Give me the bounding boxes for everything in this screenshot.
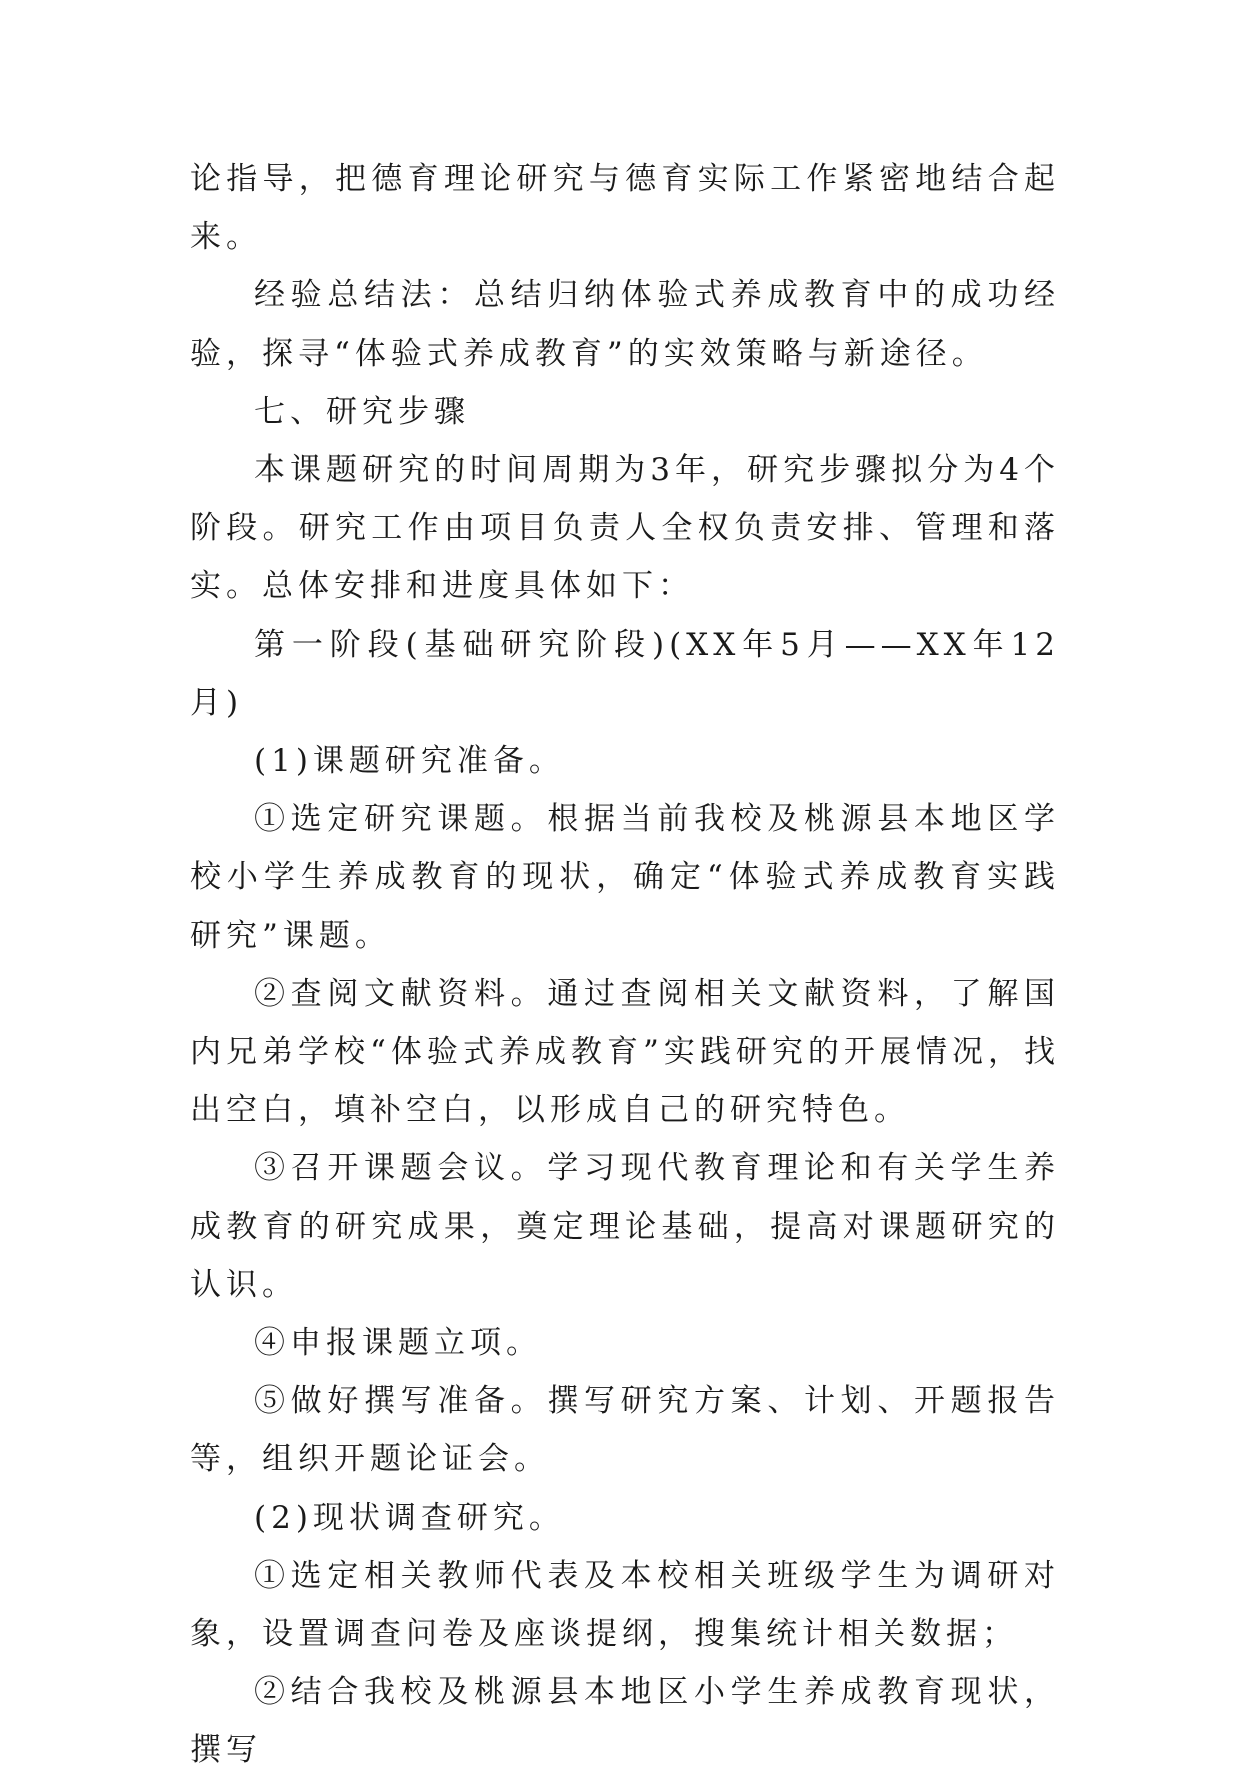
stage-heading: 第一阶段(基础研究阶段)(XX年5月——XX年12月) xyxy=(190,626,1060,721)
subsection-2: (2)现状调查研究。 xyxy=(254,1499,565,1536)
list-item-6: ①选定相关教师代表及本校相关班级学生为调研对象，设置调查问卷及座谈提纲，搜集统计相关数据； xyxy=(190,1557,1060,1653)
list-item-3: ③召开课题会议。学习现代教育理论和有关学生养成教育的研究成果，奠定理论基础，提高对课题研究的认识。 xyxy=(190,1150,1060,1303)
list-item-1: ①选定研究课题。根据当前我校及桃源县本地区学校小学生养成教育的现状，确定“体验式养成教育实践研究”课题。 xyxy=(190,801,1060,954)
paragraph-4: 本课题研究的时间周期为3年，研究步骤拟分为4个阶段。研究工作由项目负责人全权负责安排、管理和落实。总体安排和进度具体如下： xyxy=(190,452,1060,605)
list-item-7: ②结合我校及桃源县本地区小学生养成教育现状，撰写 xyxy=(190,1674,1060,1769)
section-heading: 七、研究步骤 xyxy=(254,393,470,430)
paragraph-1: 论指导，把德育理论研究与德育实际工作紧密地结合起来。 xyxy=(190,161,1060,256)
document-body xyxy=(190,150,1060,1780)
subsection-1: (1)课题研究准备。 xyxy=(254,743,565,780)
list-item-2: ②查阅文献资料。通过查阅相关文献资料，了解国内兄弟学校“体验式养成教育”实践研究的开展情况，找出空白，填补空白，以形成自己的研究特色。 xyxy=(190,975,1060,1129)
list-item-5: ⑤做好撰写准备。撰写研究方案、计划、开题报告等，组织开题论证会。 xyxy=(190,1383,1060,1478)
paragraph-2: 经验总结法：总结归纳体验式养成教育中的成功经验，探寻“体验式养成教育”的实效策略与新途径。 xyxy=(190,277,1060,372)
list-item-4: ④申报课题立项。 xyxy=(254,1325,542,1362)
